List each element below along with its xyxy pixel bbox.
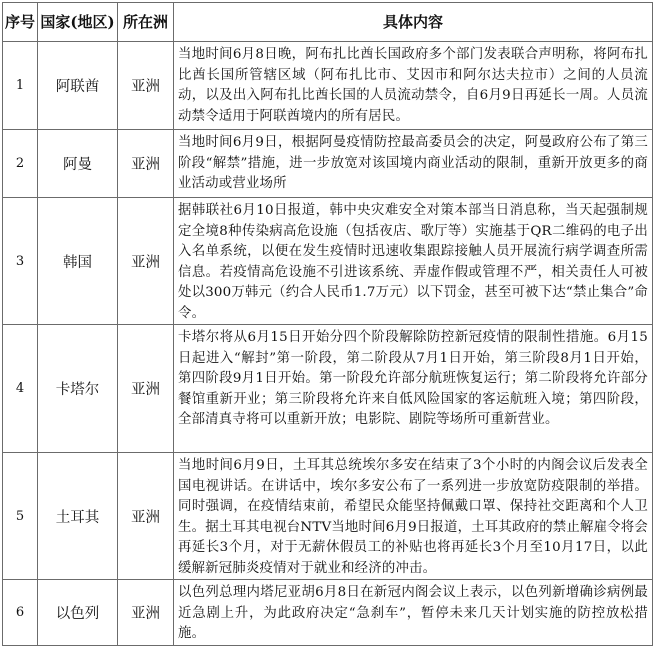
row-index: 3 xyxy=(3,198,38,325)
row-region: 亚洲 xyxy=(118,580,174,646)
row-content: 以色列总理内塔尼亚胡6月8日在新冠内阁会议上表示，以色列新增确诊病例最近急剧上升，为此政府决定“急刹车”，暂停未来几天计划实施的防控放松措施。 xyxy=(174,580,653,646)
row-country: 韩国 xyxy=(38,198,118,325)
row-index: 1 xyxy=(3,42,38,130)
row-index: 5 xyxy=(3,453,38,580)
measures-table xyxy=(2,2,653,646)
table-row xyxy=(3,453,653,580)
row-country: 土耳其 xyxy=(38,453,118,580)
row-content: 当地时间6月8日晚，阿布扎比酋长国政府多个部门发表联合声明称，将阿布扎比酋长国所管辖区域（阿布扎比市、艾因市和阿尔达夫拉市）之间的人员流动，以及出入阿布扎比酋长国的人员流动禁令，自6月9日再延长一周。人员流动禁令适用于阿联酋境内的所有居民。 xyxy=(174,42,653,130)
table-row xyxy=(3,580,653,646)
header-country: 国家(地区) xyxy=(38,3,118,42)
row-region: 亚洲 xyxy=(118,130,174,198)
table-row xyxy=(3,42,653,130)
row-country: 以色列 xyxy=(38,580,118,646)
table-row xyxy=(3,325,653,453)
row-region: 亚洲 xyxy=(118,198,174,325)
header-content: 具体内容 xyxy=(174,3,653,42)
header-region: 所在洲 xyxy=(118,3,174,42)
row-country: 阿曼 xyxy=(38,130,118,198)
table-header-row xyxy=(3,3,653,42)
row-region: 亚洲 xyxy=(118,453,174,580)
row-region: 亚洲 xyxy=(118,42,174,130)
row-content: 当地时间6月9日，土耳其总统埃尔多安在结束了3个小时的内阁会议后发表全国电视讲话。在讲话中，埃尔多安公布了一系列进一步放宽防疫限制的举措。同时强调，在疫情结束前，希望民众能坚持佩戴口罩、保持社交距离和个人卫生。据土耳其电视台NTV当地时间6月9日报道，土耳其政府的禁止解雇令将会再延长3个月，对于无薪休假员工的补贴也将再延长3个月至10月17日，以此缓解新冠肺炎疫情对于就业和经济的冲击。 xyxy=(174,453,653,580)
row-country: 卡塔尔 xyxy=(38,325,118,453)
header-index: 序号 xyxy=(3,3,38,42)
table-row xyxy=(3,198,653,325)
row-index: 6 xyxy=(3,580,38,646)
row-index: 4 xyxy=(3,325,38,453)
table-row xyxy=(3,130,653,198)
row-region: 亚洲 xyxy=(118,325,174,453)
row-content: 当地时间6月9日，根据阿曼疫情防控最高委员会的决定，阿曼政府公布了第三阶段“解禁”措施，进一步放宽对该国境内商业活动的限制，重新开放更多的商业活动或营业场所 xyxy=(174,130,653,198)
row-content: 卡塔尔将从6月15日开始分四个阶段解除防控新冠疫情的限制性措施。6月15日起进入“解封”第一阶段，第二阶段从7月1日开始，第三阶段8月1日开始，第四阶段9月1日开始。第一阶段允许部分航班恢复运行；第二阶段将允许部分餐馆重新开业；第三阶段将允许来自低风险国家的客运航班入境；第四阶段，全部清真寺将可以重新开放；电影院、剧院等场所可重新营业。 xyxy=(174,325,653,453)
row-content: 据韩联社6月10日报道，韩中央灾难安全对策本部当日消息称，当天起强制规定全境8种传染病高危设施（包括夜店、歌厅等）实施基于QR二维码的电子出入名单系统，以便在发生疫情时迅速收集跟踪接触人员开展流行病学调查所需信息。若疫情高危设施不引进该系统、弄虚作假或管理不严，相关责任人可被处以300万韩元（约合人民币1.7万元）以下罚金，甚至可被下达“禁止集合”命令。 xyxy=(174,198,653,325)
row-country: 阿联酋 xyxy=(38,42,118,130)
row-index: 2 xyxy=(3,130,38,198)
